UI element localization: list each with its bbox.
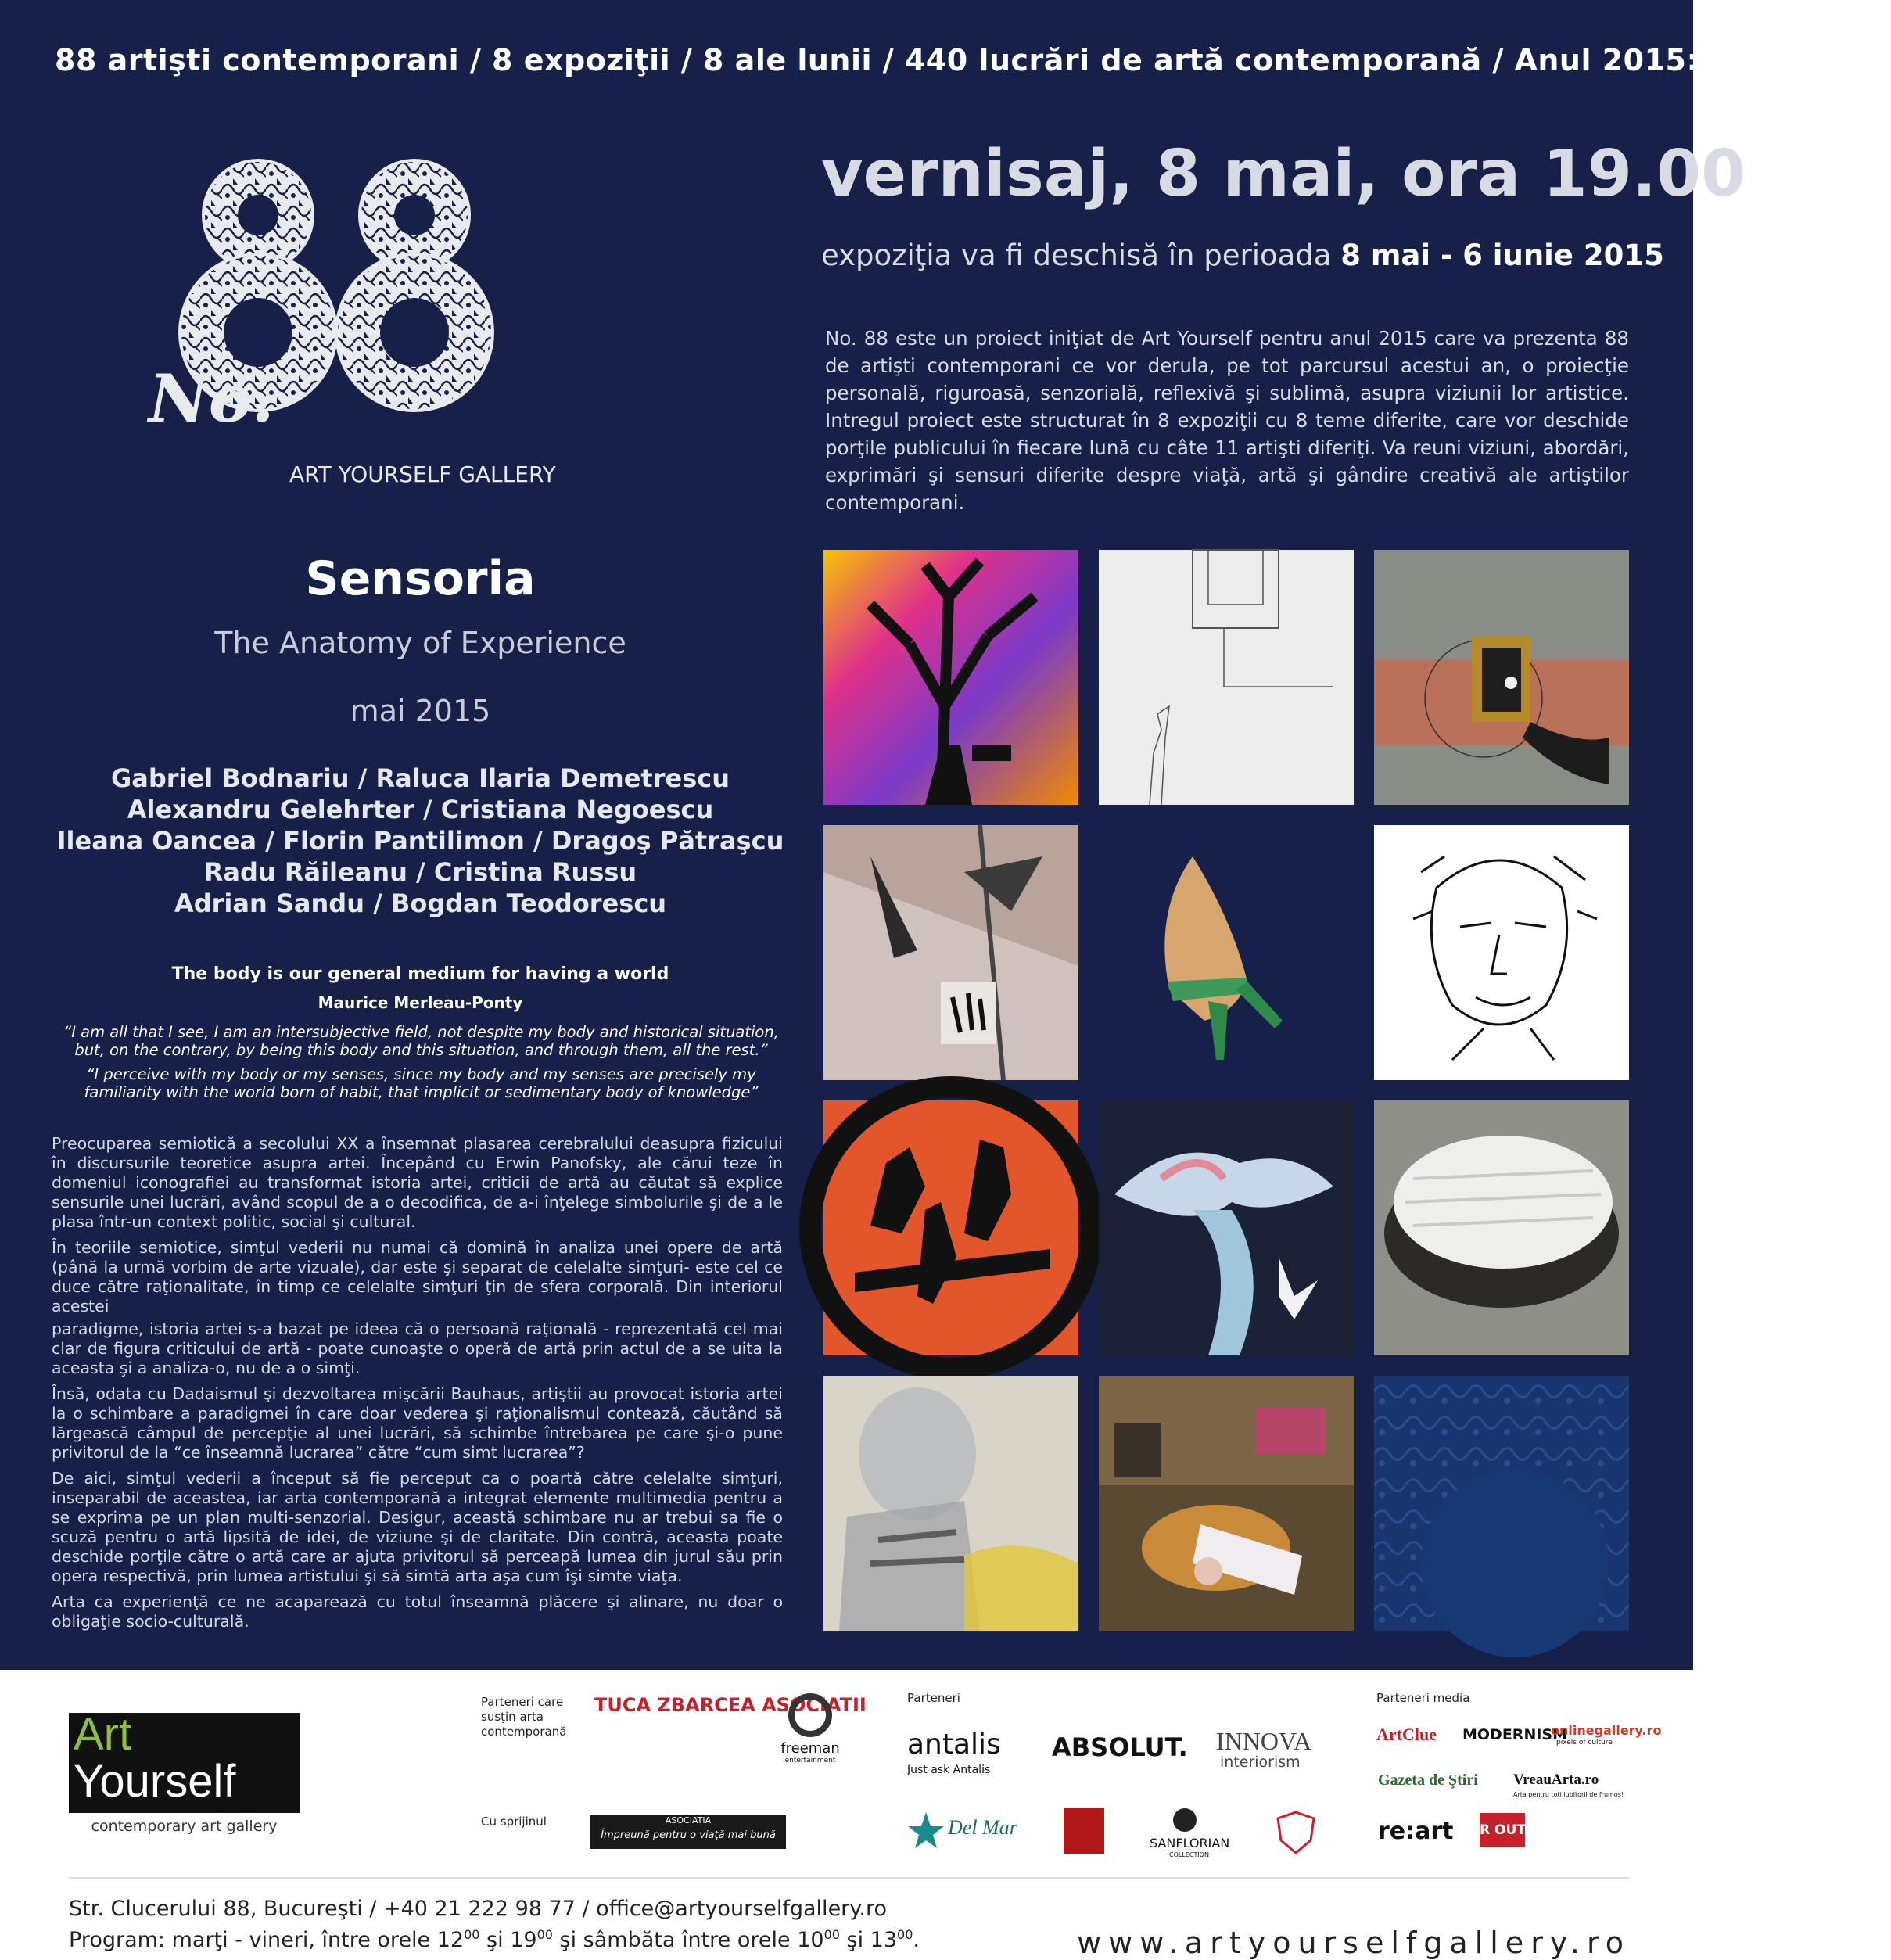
artist-line: Gabriel Bodnariu / Raluca Ilaria Demetrescu [110,763,730,793]
modernism-logo: MODERNISM [1462,1726,1568,1743]
project-intro: No. 88 este un proiect iniţiat de Art Yourself pentru anul 2015 care va prezenta 88 de artişti contemporani ce vor derula, pe tot parcursul acestui an, o proiecţie personală, riguroasă, senzorială, reflexivă şi sublimă, asupra viziunii lor artistice. Intregul proiect este structurat în 8 expoziţii cu 8 teme diferite, care vor deschide porţile publicului în fiecare lună cu câte 11 artişti diferiţi. Va reuni viziuni, abordări, exprimări şi sensuri diferite despre viaţă, artă şi gândire creativă ale artiştilor contemporani. [825,327,1629,514]
freeman-subtitle: entertainment [784,1757,836,1764]
artwork-white-sculpture [1374,1100,1629,1355]
essay-paragraph: În teoriile semiotice, simţul vederii nu numai că domină în analiza unei opere de artă (până la urmă vorbim de arte vizuale), dar este şi separat de celelalte simţuri- este cel ce duce către raţionalitate, în timp ce celelalte simţuri ţin de sfera corporală. Din interiorul acestei [52,1238,783,1316]
artist-line: Adrian Sandu / Bogdan Teodorescu [174,888,667,918]
essay-paragraph: Însă, odata cu Dadaismul şi dezvoltarea mişcării Bauhaus, artiştii au provocat istoria artei la o schimbare a paradigmei în care doar vederea şi raţionalismul contează, căutând să lărgească câmpul de percepţie al unei lucrări, să schimbe întrebarea pe care şi-o pune privitorul de la “ce înseamnă lucrarea” către “cum simt lucrarea”? [52,1384,783,1462]
footer-divider [69,1877,1629,1879]
antalis-tagline: Just ask Antalis [907,1764,991,1776]
innova-subtitle: interiorism [1220,1754,1301,1771]
quote-headline: The body is our general medium for having a world [171,964,669,984]
logo-prefix: No. [149,360,274,437]
sanflorian-emblem-icon [1169,1807,1200,1833]
m-brand-logo [1064,1808,1104,1854]
onlinegallery-logo: onlinegallery.ro [1551,1723,1662,1738]
logo-gallery-name: ART YOURSELF GALLERY [289,461,556,487]
contact-address: Str. Clucerului 88, Bucureşti / +40 21 222 98 77 / office@artyourselfgallery.ro [69,1897,888,1921]
essay-paragraph: paradigme, istoria artei s-a bazat pe ideea că o persoană raţională - reprezentată cel mai clar de figura criticului de artă - poate cunoaşte o operă de artă prin actul de a se uita la aceasta şi a analiza-o, nu de a o simţi. [52,1319,783,1377]
gazeta-logo: Gazeta de Ştiri [1378,1772,1478,1789]
shield-logo [1276,1811,1315,1858]
logo-art-word: Art [74,1709,132,1760]
artwork-grid [824,550,1629,1633]
innova-logo: INNOVA [1216,1727,1312,1755]
rout-logo: R OUT [1480,1813,1525,1847]
artclue-logo: ArtClue [1376,1725,1437,1744]
exhibition-period [821,239,1664,272]
essay-paragraph: De aici, simţul vederii a început să fie perceput ca o poartă către celelalte simţuri, inseparabil de aceastea, iar arta contemporană a integrat elemente multimedia pentru a se exprima pe un plan multi-senzorial. Desigur, această schimbare nu ar trebui sa fie o scuză pentru o artă lipsită de idei, de viziune şi de claritate. Din contră, aceasta poate deschide porţile către o artă care ar ajuta privitorul să perceapă lumea din jurul său prin opera respectivă, prin lumea artistului şi să simtă arta aşa cum îşi simte viaţa. [52,1469,783,1585]
artwork-blue-pattern [1374,1376,1629,1631]
period-dates: 8 mai - 6 iunie 2015 [1340,239,1664,272]
artwork-abstract-flower [1099,1100,1354,1355]
program-sup: 00 [464,1927,480,1942]
support-label: Cu sprijinul [481,1815,547,1829]
program-text: Program: marţi - vineri, între orele 12 [69,1928,465,1952]
artist-list [47,763,794,919]
program-text: . [913,1928,920,1952]
logo-yourself-word: Yourself [74,1756,236,1807]
essay [52,1134,783,1638]
vreauarta-tagline: Arta pentru toti iubitorii de frumos! [1513,1791,1624,1798]
starfish-icon [907,1811,945,1850]
antalis-logo: antalis [907,1728,1001,1761]
artwork-frame-object [1374,550,1629,805]
onlinegallery-tagline: pixels of culture [1556,1739,1613,1746]
eight-right [336,160,493,411]
quote-author: Maurice Merleau-Ponty [318,993,523,1012]
artist-line: Radu Răileanu / Cristina Russu [203,857,637,887]
essay-paragraph: Arta ca experienţă ce ne acaparează cu totul înseamnă plăcere şi alinare, nu doar o obligaţie socio-culturală. [52,1592,783,1631]
quote-one: “I am all that I see, I am an intersubjective field, not despite my body and historical situation, but, on the contrary, by being this body and this situation, and through them, all the rest.” [63,1023,779,1059]
artwork-blurred-portrait [824,1376,1078,1631]
artwork-greek-vase [824,1100,1078,1355]
program-sup: 00 [536,1927,553,1942]
program-text: şi 13 [839,1928,898,1952]
program-text: şi sâmbăta între orele 10 [552,1928,824,1952]
freeman-icon [774,1693,846,1737]
exhibition-subtitle: The Anatomy of Experience [214,626,626,660]
vreauarta-logo: VreauArta.ro [1513,1772,1599,1788]
asociatia-motto: Împreună pentru o viaţă mai bună [601,1829,776,1841]
freeman-logo [774,1693,846,1764]
website-link[interactable]: www.artyourselfgallery.ro [1077,1926,1631,1960]
shield-icon [1276,1811,1315,1854]
tuca-zbarcea-logo: TUCA ZBARCEA ASOCIATII [594,1694,867,1716]
stats-line: 88 artişti contemporani / 8 expoziţii / 8 ale lunii / 440 lucrări de artă contemporană / Anul 2015: 2+1+5 = 8 [55,43,1891,77]
exhibition-title: Sensoria [305,551,536,606]
artwork-abstract-hand [824,825,1078,1080]
sanflorian-subtitle: COLLECTION [1169,1851,1209,1858]
program-text: şi 19 [479,1928,537,1952]
asociatia-logo [590,1815,786,1849]
artwork-wooden-sculpture [1099,825,1354,1080]
no88-logo-graphic [156,156,594,501]
media-partners-label: Parteneri media [1376,1691,1470,1705]
program-sup: 00 [897,1927,913,1942]
partners-label: Parteneri [907,1691,960,1705]
artist-line: Alexandru Gelehrter / Cristiana Negoescu [127,795,714,824]
sanflorian-name: SANFLORIAN [1150,1836,1230,1851]
essay-paragraph: Preocuparea semiotică a secolului XX a însemnat plasarea cerebralului deasupra fizicului în discursurile teoretice asupra artei. Începând cu Erwin Panofsky, ale cărui teze în domeniul iconografiei au transformat istoria artei, criticii de artă au căutat să explice sensurile unei lucrări, având scopul de a o decodifica, de a-i înţelege simbolurile şi de a le plasa într-un context politic, social şi cultural. [52,1134,783,1231]
delmar-name: Del Mar [948,1816,1017,1839]
delmar-logo [907,1811,945,1853]
artwork-tree [824,550,1078,805]
absolut-logo: ABSOLUT. [1052,1732,1188,1762]
asociatia-title: ASOCIATIA [665,1815,712,1825]
program-sup: 00 [824,1927,840,1942]
exhibition-month: mai 2015 [350,694,491,728]
sanflorian-logo [1169,1807,1200,1836]
artwork-ink-portrait [1374,825,1629,1080]
art-yourself-logo [69,1709,300,1840]
reart-logo: re:art [1378,1818,1454,1845]
vernisaj-heading: vernisaj, 8 mai, ora 19.00 [821,137,1746,211]
freeman-name: freeman [780,1740,840,1757]
quote-two: “I perceive with my body or my senses, since my body and my senses are precisely my familiarity with the world born of habit, that implicit or sedimentary body of knowledge” [84,1065,759,1101]
logo-tagline: contemporary art gallery [69,1813,300,1840]
artwork-photo-installation [1099,1376,1354,1631]
opening-hours [69,1927,920,1952]
no88-logo [149,156,594,501]
artist-line: Ileana Oancea / Florin Pantilimon / Dragoş Pătraşcu [56,826,784,856]
artwork-line-drawing [1099,550,1354,805]
supporters-label: Parteneri care susţin arta contemporană [481,1695,567,1739]
period-prefix: expoziţia va fi deschisă în perioada [821,239,1332,272]
